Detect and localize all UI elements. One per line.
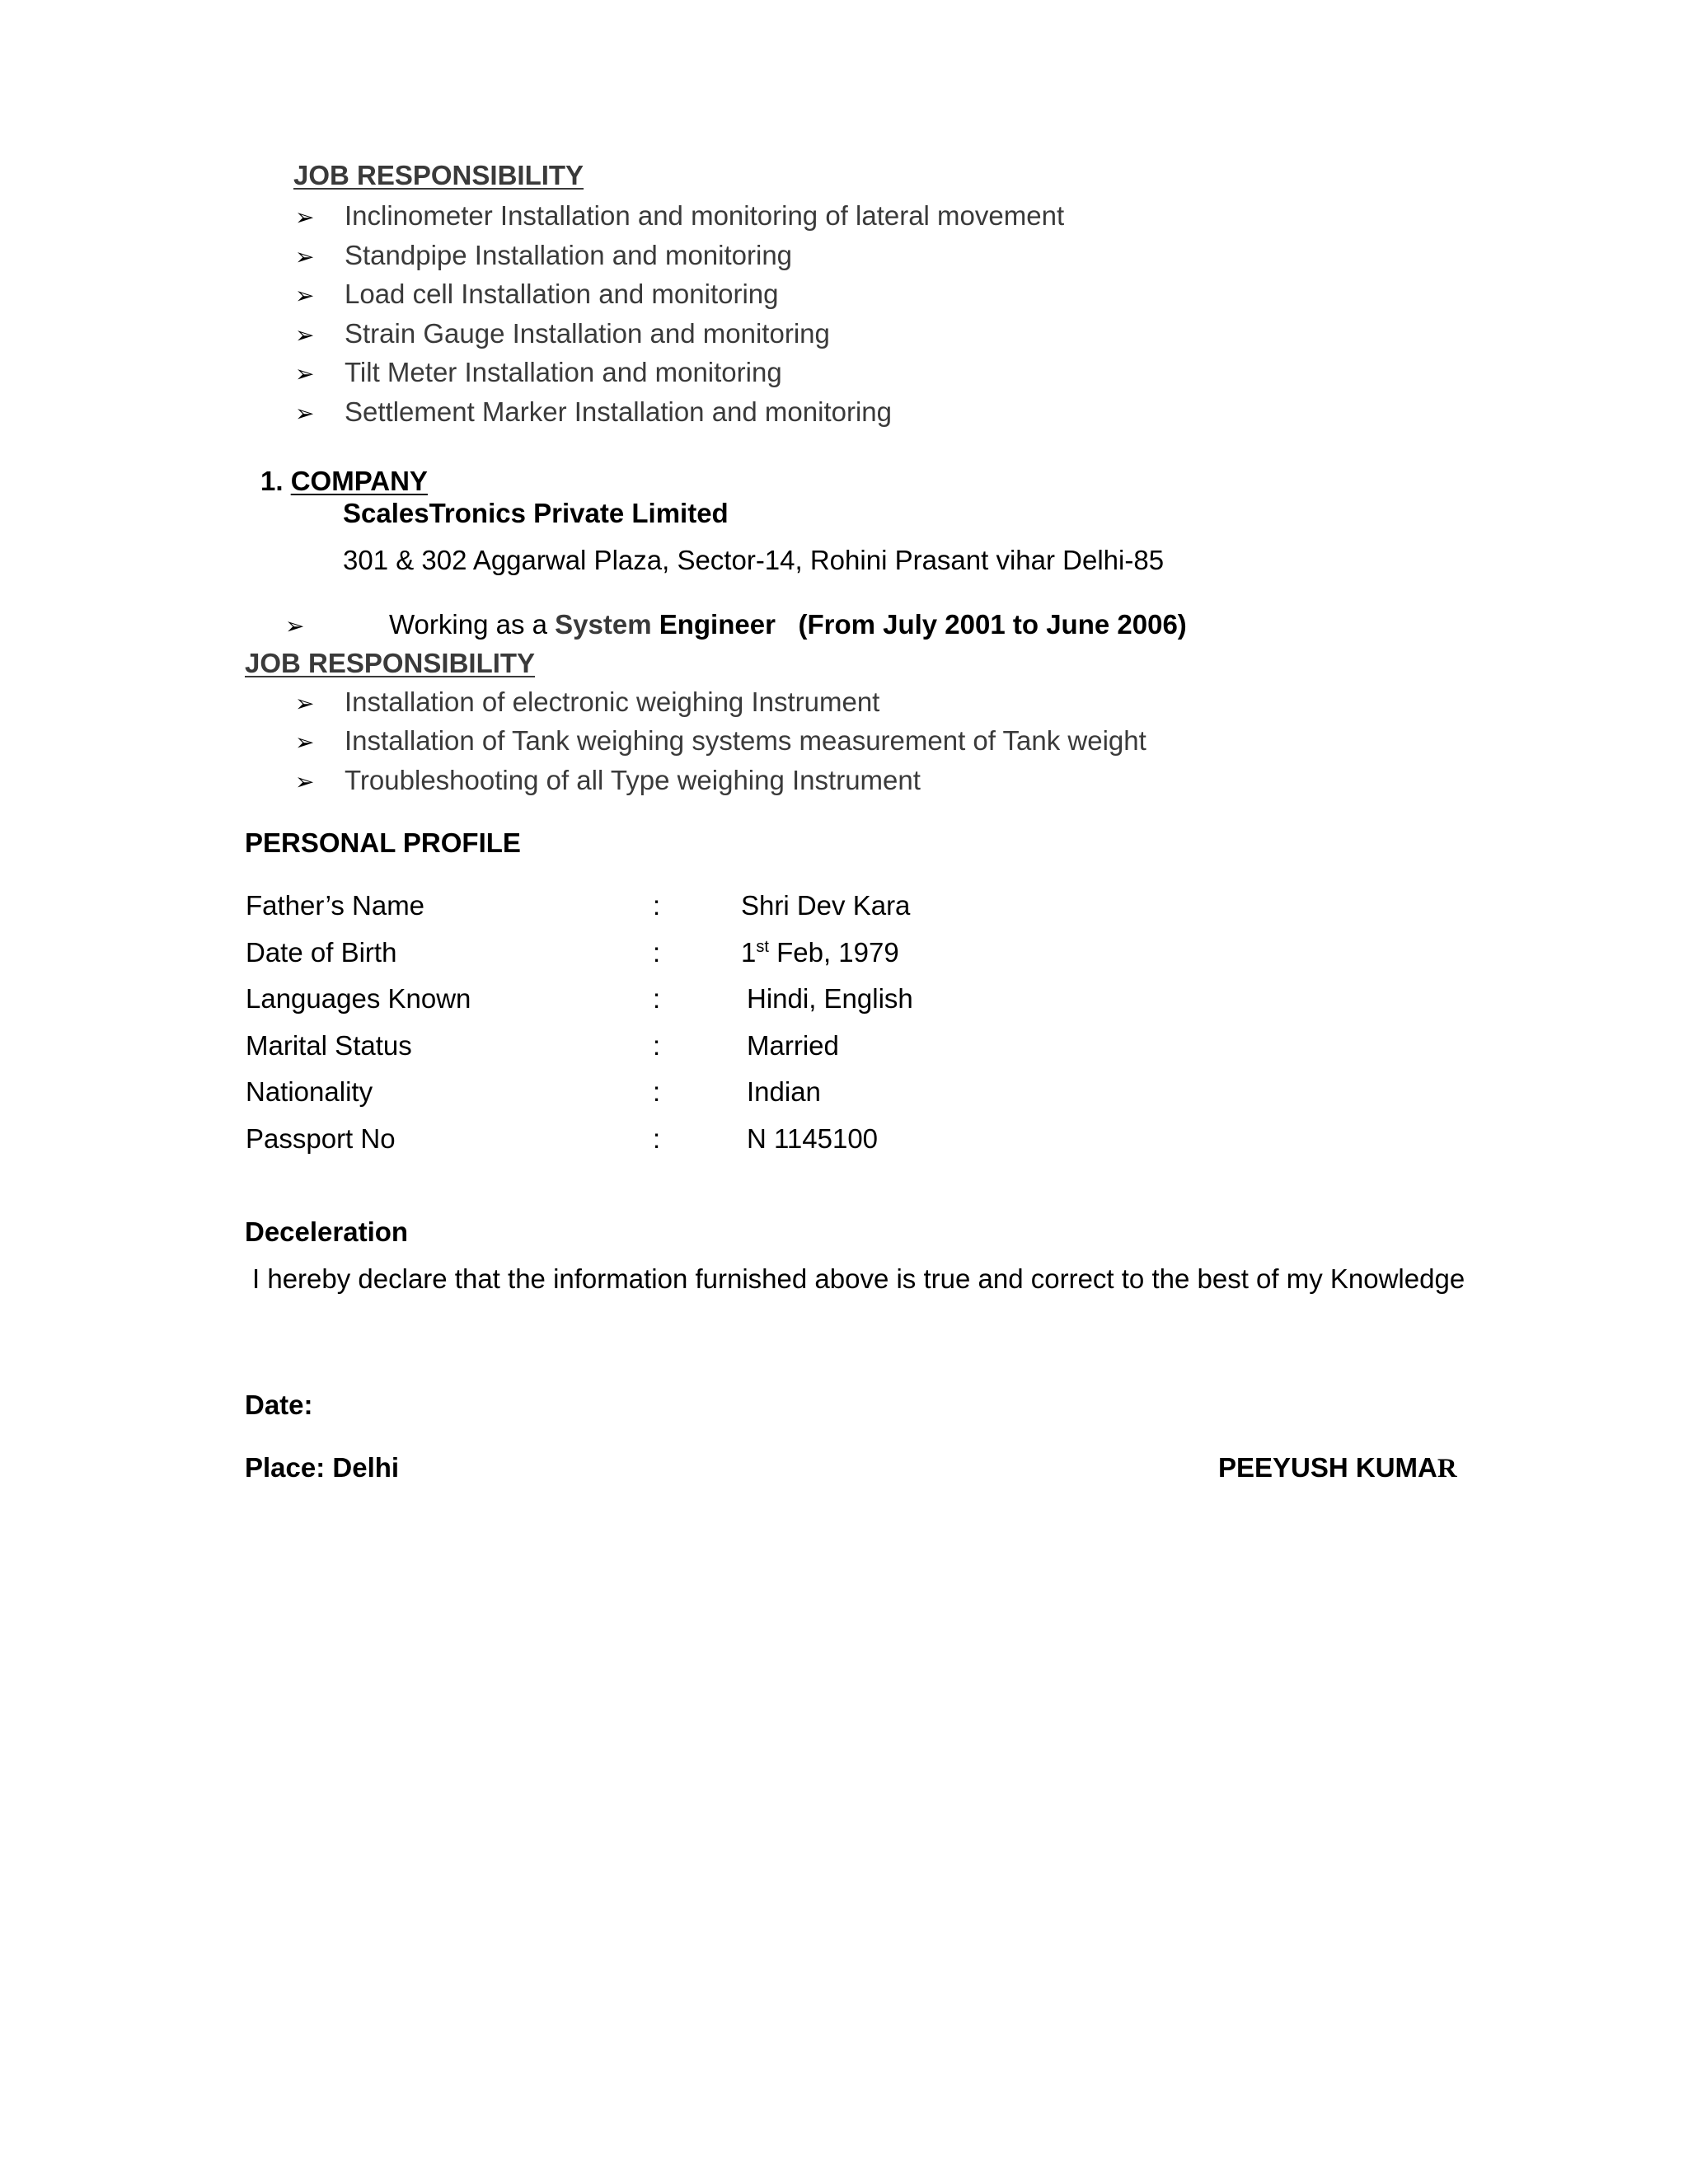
declaration-text: I hereby declare that the information furnished above is true and correct to the best of my Knowledge [252,1263,1465,1294]
job-responsibility-heading-2: JOB RESPONSIBILITY [245,648,536,678]
list-item: ➢ Settlement Marker Installation and monitoring [295,396,892,430]
profile-value: Married [747,1030,839,1061]
date-label: Date: [245,1390,313,1420]
profile-separator: : [653,937,661,968]
company-heading: 1. COMPANY [260,466,428,496]
profile-value: Shri Dev Kara [741,890,911,921]
profile-label: Passport No [246,1123,396,1154]
profile-value: N 1145100 [747,1123,879,1154]
arrow-bullet-icon: ➢ [295,690,315,717]
arrow-bullet-icon: ➢ [295,729,315,756]
signature-name: PEEYUSH KUMAR [1218,1452,1457,1483]
profile-value: 1st Feb, 1979 [741,937,899,968]
profile-separator: : [653,1123,661,1154]
company-address: 301 & 302 Aggarwal Plaza, Sector-14, Rohini Prasant vihar Delhi-85 [343,545,1165,575]
company-name: ScalesTronics Private Limited [343,498,729,528]
list-item: ➢ Standpipe Installation and monitoring [295,239,792,274]
profile-label: Father’s Name [246,890,425,921]
list-item: ➢ Troubleshooting of all Type weighing Instrument [295,764,921,799]
profile-separator: : [653,983,661,1014]
profile-value: Hindi, English [747,983,913,1014]
list-item: ➢ Installation of Tank weighing systems measurement of Tank weight [295,724,1146,759]
personal-profile-heading: PERSONAL PROFILE [245,827,521,858]
list-item: ➢ Load cell Installation and monitoring [295,278,779,312]
profile-label: Languages Known [246,983,471,1014]
place-label: Place: Delhi [245,1452,400,1483]
arrow-bullet-icon: ➢ [295,321,315,349]
job-responsibility-heading-1: JOB RESPONSIBILITY [293,160,584,190]
company-heading-label: COMPANY [290,466,428,496]
profile-separator: : [653,890,661,921]
arrow-bullet-icon: ➢ [295,243,315,270]
declaration-heading: Deceleration [245,1216,409,1247]
list-item: ➢ Installation of electronic weighing Instrument [295,686,879,720]
profile-label: Date of Birth [246,937,397,968]
arrow-bullet-icon: ➢ [285,612,305,640]
list-item: ➢ Inclinometer Installation and monitoring of lateral movement [295,199,1064,234]
arrow-bullet-icon: ➢ [295,282,315,309]
arrow-bullet-icon: ➢ [295,768,315,795]
list-item: ➢ Strain Gauge Installation and monitoring [295,317,830,352]
arrow-bullet-icon: ➢ [295,360,315,387]
profile-separator: : [653,1030,661,1061]
list-item: ➢ Tilt Meter Installation and monitoring [295,356,782,391]
arrow-bullet-icon: ➢ [295,400,315,427]
profile-label: Nationality [246,1076,373,1107]
profile-separator: : [653,1076,661,1107]
company-role: ➢ Working as a System Engineer (From July 2001 to June 2006) [285,609,1187,640]
profile-value: Indian [747,1076,821,1107]
profile-label: Marital Status [246,1030,412,1061]
arrow-bullet-icon: ➢ [295,204,315,231]
